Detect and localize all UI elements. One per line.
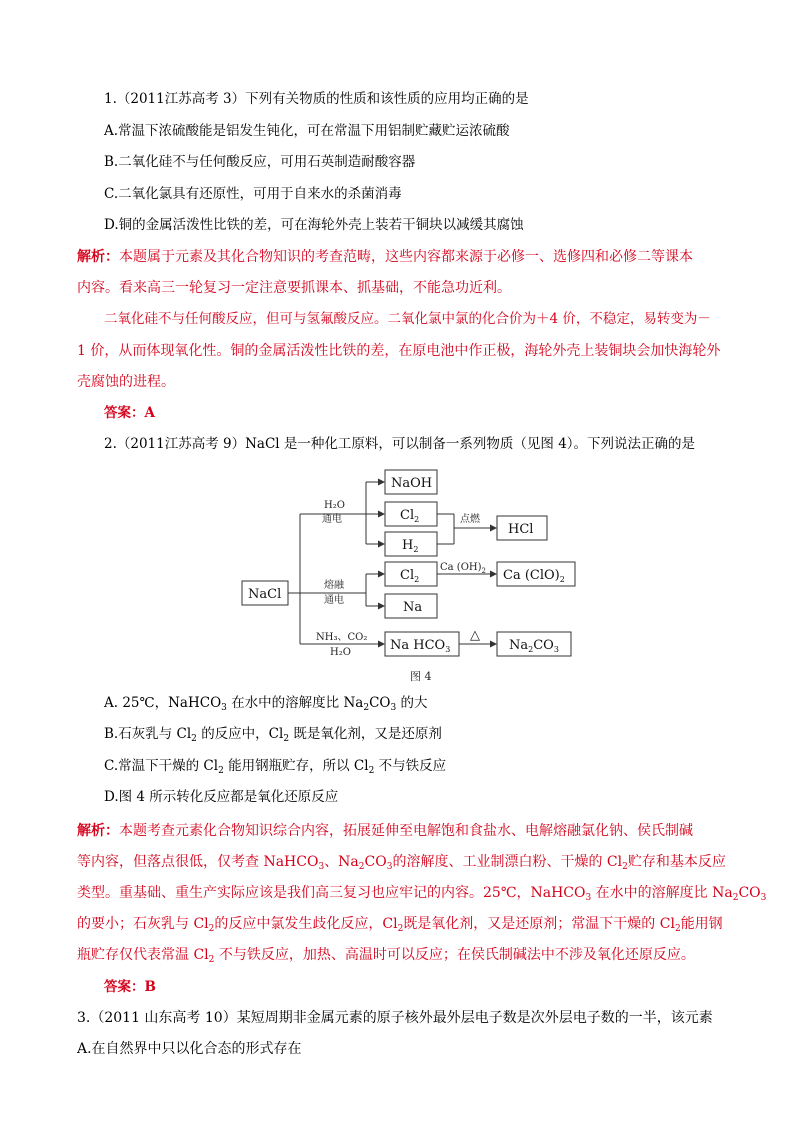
q2-analysis-line-1: 解析：本题考查元素化合物知识综合内容，拓展延伸至电解饱和食盐水、电解熔融氯化钠、侯氏制碱 [77, 823, 693, 839]
q1-analysis-line-3: 二氧化硅不与任何酸反应，但可与氢氟酸反应。二氧化氯中氯的化合价为＋4 价，不稳定，易转变为－ [104, 311, 711, 327]
q1-option-d: D.铜的金属活泼性比铁的差，可在海轮外壳上装若干铜块以减缓其腐蚀 [104, 217, 524, 233]
q2-analysis-line-4: 的要小；石灰乳与 $Cl_2$的反应中氯发生歧化反应，$Cl_2$既是氧化剂，又是还原剂；常温下干燥的 $Cl_2$能用钢 [77, 916, 723, 934]
figure-caption: 图 4 [410, 670, 432, 683]
cond-caoh2: Ca $(OH)_2$ [440, 562, 486, 575]
label-nacl: NaCl [248, 587, 282, 602]
cond-rongrong: 熔融 [324, 580, 344, 591]
q2-option-c: C.常温下干燥的 $Cl_2$ 能用钢瓶贮存，所以 $Cl_2$ 不与铁反应 [104, 758, 447, 776]
q3-stem: 3.（2011 山东高考 10）某短周期非金属元素的原子核外最外层电子数是次外层电子数的一半，该元素 [77, 1010, 713, 1026]
label-caclo2: Ca $(ClO)_2$ [503, 568, 565, 584]
cond-dianran: 点燃 [460, 514, 480, 525]
label-nahco3: Na $HCO_3$ [390, 638, 451, 654]
q1-analysis-line-2: 内容。看来高三一轮复习一定注意要抓课本、抓基础，不能急功近利。 [77, 280, 511, 296]
q2-analysis-line-5: 瓶贮存仅代表常温 $Cl_2$ 不与铁反应，加热、高温时可以反应；在侯氏制碱法中不涉及氧化还原反应。 [77, 947, 695, 965]
q2-option-a: A. 25℃，NaHCO$_3$ 在水中的溶解度比 $Na_2CO_3$ 的大 [104, 695, 428, 713]
q1-analysis-text-1: 本题属于元素及其化合物知识的考查范畴，这些内容都来源于必修一、选修四和必修二等课本 [119, 249, 693, 265]
cond-nh3-co2: NH₃、CO₂ [316, 632, 368, 643]
q2-answer: 答案：B [104, 979, 156, 995]
cond-h2o: H₂O [324, 500, 345, 511]
cond-tongdian-1: 通电 [322, 514, 342, 525]
label-h2: $H_2$ [402, 538, 419, 554]
q1-answer: 答案：A [104, 405, 155, 421]
cond-tongdian-2: 通电 [324, 595, 344, 606]
q1-analysis-line-1: 解析：本题属于元素及其化合物知识的考查范畴，这些内容都来源于必修一、选修四和必修二等课本 [77, 249, 693, 265]
label-na2co3: $Na_2CO_3$ [509, 638, 559, 654]
q1-option-c: C.二氧化氯具有还原性，可用于自来水的杀菌消毒 [104, 186, 402, 202]
q1-option-a: A.常温下浓硫酸能是铝发生钝化，可在常温下用铝制贮藏贮运浓硫酸 [104, 123, 510, 139]
label-naoh: NaOH [391, 476, 433, 491]
q1-stem: 1.（2011江苏高考 3）下列有关物质的性质和该性质的应用均正确的是 [104, 91, 529, 107]
q2-analysis-line-3: 类型。重基础、重生产实际应该是我们高三复习也应牢记的内容。25℃，NaHCO$_3$ 在水中的溶解度比 $Na_2CO_3$ [77, 885, 767, 903]
nacl-flow-diagram [230, 462, 610, 690]
q1-analysis-line-5: 壳腐蚀的进程。 [77, 374, 175, 390]
cond-h2o-2: H₂O [330, 647, 351, 658]
q1-option-b: B.二氧化硅不与任何酸反应，可用石英制造耐酸容器 [104, 154, 416, 170]
q2-option-d: D.图 4 所示转化反应都是氧化还原反应 [104, 789, 339, 805]
label-hcl: HCl [508, 522, 534, 537]
q3-option-a: A.在自然界中只以化合态的形式存在 [77, 1041, 302, 1057]
q2-analysis-text-1: 本题考查元素化合物知识综合内容，拓展延伸至电解饱和食盐水、电解熔融氯化钠、侯氏制碱 [119, 823, 693, 839]
label-na: Na [403, 600, 423, 615]
q2-analysis-line-2: 等内容，但落点很低，仅考查 NaHCO$_3$、$Na_2CO_3$的溶解度、工业制漂白粉、干燥的 $Cl_2$贮存和基本反应 [77, 854, 726, 872]
cond-heat: △ [470, 628, 480, 643]
label-cl2-top: $Cl_2$ [400, 508, 420, 524]
q2-option-b: B.石灰乳与 $Cl_2$ 的反应中，$Cl_2$ 既是氧化剂，又是还原剂 [104, 726, 442, 744]
label-cl2-mid: $Cl_2$ [400, 568, 420, 584]
q1-analysis-line-4: 1 价，从而体现氧化性。铜的金属活泼性比铁的差，在原电池中作正极，海轮外壳上装铜块会加快海轮外 [77, 343, 721, 359]
q2-stem: 2.（2011江苏高考 9）NaCl 是一种化工原料，可以制备一系列物质（见图 4）。下列说法正确的是 [104, 436, 696, 452]
